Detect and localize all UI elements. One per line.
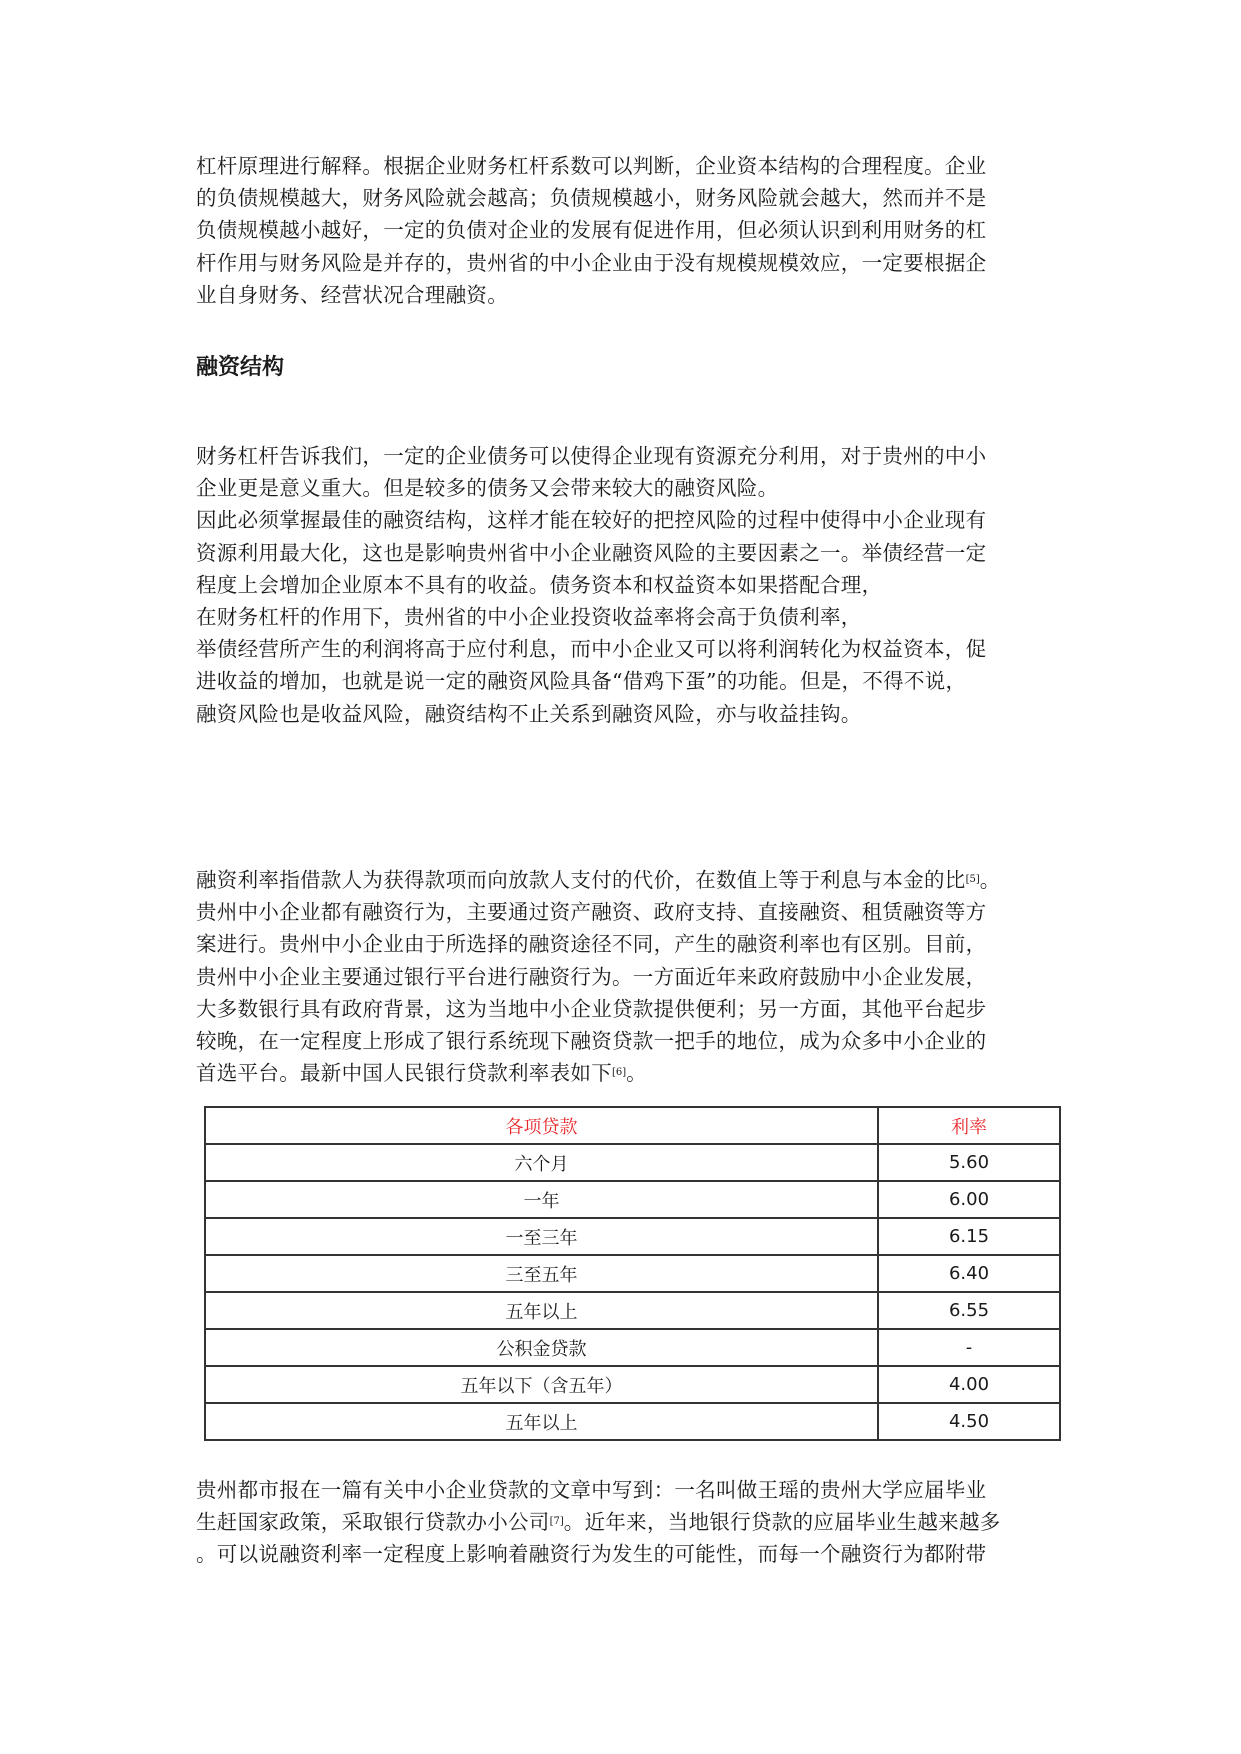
text-line: 贵州都市报在一篇有关中小企业贷款的文章中写到：一名叫做王瑶的贵州大学应届毕业	[196, 1478, 987, 1502]
section-heading: 融资结构	[196, 355, 285, 380]
table-row	[205, 1366, 1060, 1403]
text-line	[196, 1506, 1056, 1538]
rate-cell: 6.15	[878, 1218, 1060, 1255]
text-line: 的负债规模越大，财务风险就会越高；负债规模越小，财务风险就会越大，然而并不是	[196, 186, 987, 211]
rate-cell: 4.50	[878, 1403, 1060, 1440]
table-row	[205, 1403, 1060, 1440]
text-line	[196, 864, 1056, 896]
loan-type-cell: 五年以下（含五年）	[205, 1366, 878, 1403]
text-line: 融资风险也是收益风险，融资结构不止关系到融资风险，亦与收益挂钩。	[196, 701, 862, 726]
text-line: 在财务杠杆的作用下，贵州省的中小企业投资收益率将会高于负债利率，	[196, 605, 862, 630]
table-row	[205, 1218, 1060, 1255]
closing-paragraph	[196, 1474, 1056, 1571]
rate-paragraph	[196, 864, 1056, 1089]
loan-type-cell: 三至五年	[205, 1255, 878, 1292]
text-line	[196, 1057, 1056, 1089]
text-line: 贵州中小企业主要通过银行平台进行融资行为。一方面近年来政府鼓励中小企业发展，	[196, 964, 987, 989]
table-row	[205, 1292, 1060, 1329]
line-text: 融资利率指借款人为获得款项而向放款人支付的代价，在数值上等于利息与本金的比	[196, 868, 966, 892]
rate-cell: -	[878, 1329, 1060, 1366]
loan-type-cell: 五年以上	[205, 1403, 878, 1440]
rate-cell: 4.00	[878, 1366, 1060, 1403]
text-line: 举债经营所产生的利润将高于应付利息，而中小企业又可以将利润转化为权益资本，促	[196, 637, 987, 662]
text-line: 杠杆原理进行解释。根据企业财务杠杆系数可以判断，企业资本结构的合理程度。企业	[196, 154, 987, 178]
loan-type-cell: 一至三年	[205, 1218, 878, 1255]
structure-paragraph	[196, 440, 1056, 730]
line-text: 首选平台。最新中国人民银行贷款利率表如下	[196, 1061, 612, 1086]
line-end: 。	[979, 868, 1001, 892]
table-header-row	[205, 1107, 1060, 1144]
citation-ref: [5]	[965, 874, 980, 885]
citation-ref: [7]	[549, 1516, 564, 1528]
text-line: 业自身财务、经营状况合理融资。	[196, 282, 508, 307]
loan-type-cell: 公积金贷款	[205, 1329, 878, 1366]
table-row	[205, 1144, 1060, 1181]
text-line: 贵州中小企业都有融资行为，主要通过资产融资、政府支持、直接融资、租赁融资等方	[196, 900, 987, 925]
table-row	[205, 1181, 1060, 1218]
header-rate: 利率	[878, 1107, 1060, 1144]
rate-cell: 6.00	[878, 1181, 1060, 1218]
line-end: 。近年来，当地银行贷款的应届毕业生越来越多	[563, 1510, 1001, 1535]
intro-paragraph	[196, 150, 1056, 311]
table-row	[205, 1329, 1060, 1366]
text-line: 程度上会增加企业原本不具有的收益。债务资本和权益资本如果搭配合理，	[196, 572, 883, 597]
header-loan-type: 各项贷款	[205, 1107, 878, 1144]
text-line: 。可以说融资利率一定程度上影响着融资行为发生的可能性，而每一个融资行为都附带	[196, 1542, 987, 1567]
text-line: 进收益的增加，也就是说一定的融资风险具备“借鸡下蛋”的功能。但是，不得不说，	[196, 669, 967, 694]
text-line: 企业更是意义重大。但是较多的债务又会带来较大的融资风险。	[196, 476, 779, 501]
text-line: 案进行。贵州中小企业由于所选择的融资途径不同，产生的融资利率也有区别。目前，	[196, 932, 987, 957]
loan-rate-table	[204, 1106, 1061, 1441]
loan-type-cell: 一年	[205, 1181, 878, 1218]
text-line: 杆作用与财务风险是并存的，贵州省的中小企业由于没有规模规模效应，一定要根据企	[196, 250, 987, 275]
text-line: 因此必须掌握最佳的融资结构，这样才能在较好的把控风险的过程中使得中小企业现有	[196, 508, 987, 533]
text-line: 负债规模越小越好，一定的负债对企业的发展有促进作用，但必须认识到利用财务的杠	[196, 218, 987, 243]
text-line: 资源利用最大化，这也是影响贵州省中小企业融资风险的主要因素之一。举债经营一定	[196, 540, 987, 565]
line-text: 生赶国家政策，采取银行贷款办小公司	[196, 1510, 550, 1535]
loan-type-cell: 五年以上	[205, 1292, 878, 1329]
loan-type-cell: 六个月	[205, 1144, 878, 1181]
rate-cell: 5.60	[878, 1144, 1060, 1181]
rate-cell: 6.40	[878, 1255, 1060, 1292]
text-line: 大多数银行具有政府背景，这为当地中小企业贷款提供便利；另一方面，其他平台起步	[196, 996, 987, 1021]
text-line: 财务杠杆告诉我们，一定的企业债务可以使得企业现有资源充分利用，对于贵州的中小	[196, 444, 987, 468]
citation-ref: [6]	[612, 1067, 627, 1079]
table-row	[205, 1255, 1060, 1292]
rate-cell: 6.55	[878, 1292, 1060, 1329]
line-end: 。	[626, 1061, 647, 1086]
text-line: 较晚，在一定程度上形成了银行系统现下融资贷款一把手的地位，成为众多中小企业的	[196, 1029, 987, 1054]
